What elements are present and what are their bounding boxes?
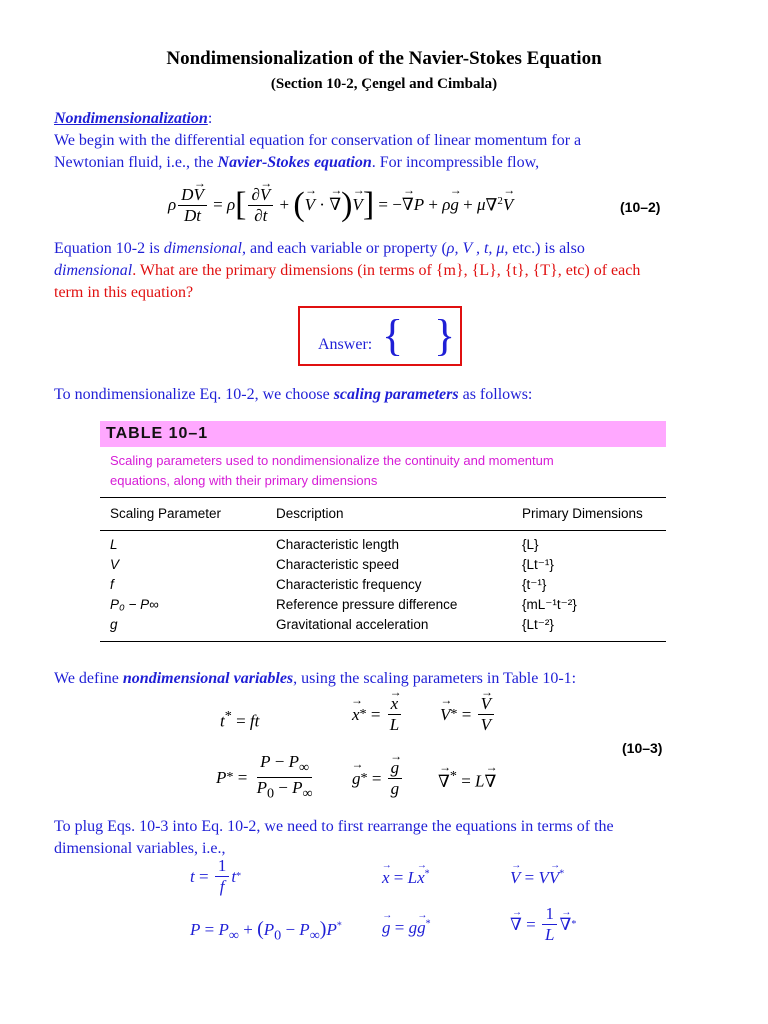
table-title: TABLE 10–1 <box>100 421 666 447</box>
table-row: f Characteristic frequency {t⁻¹} <box>110 577 547 592</box>
eq-g-star: → g * = → $\frac{g}{g}$ <box>352 758 404 799</box>
plug-line-2: dimensional variables, i.e., <box>54 840 226 857</box>
eq-nabla-star: → ∇* = L→ ∇ <box>438 768 496 792</box>
equation-10-3-label: (10–3) <box>622 740 663 756</box>
eq-v-star: → V * = → $\frac{V}{V}$ <box>440 694 496 735</box>
eq-v-dimensional: → V = V→ V* <box>510 868 564 888</box>
eq-t-star: t* = ft <box>220 708 260 731</box>
eq-x-star: → x * = → $\frac{x}{L}$ <box>352 694 404 735</box>
table-row: V Characteristic speed {Lt⁻¹} <box>110 557 554 572</box>
equation-10-2-label: (10–2) <box>620 199 661 215</box>
table-10-1 <box>100 421 666 642</box>
eq-nabla-dimensional: → ∇ = $\frac{1}{L}$ → ∇ * <box>510 904 576 945</box>
intro-line-2: Newtonian fluid, i.e., the Navier-Stokes equation. For incompressible flow, <box>54 154 540 171</box>
page-subtitle: (Section 10-2, Çengel and Cimbala) <box>270 76 498 92</box>
eq-g-dimensional: → g = g→ g* <box>382 918 431 938</box>
eq-t-dimensional: t = $\frac{1}{f}$ t * <box>190 856 242 896</box>
open-brace: { <box>382 311 404 360</box>
intro-line-1: We begin with the differential equation for conservation of linear momentum for a <box>54 132 582 149</box>
eq-p-star: P * = $\frac{P - P_\infty}{P_0 - P_\infty}$ <box>216 752 313 802</box>
plug-line-1: To plug Eqs. 10-3 into Eq. 10-2, we need to first rearrange the equations in terms of the <box>54 818 614 835</box>
close-brace: } <box>434 311 456 360</box>
answer-label: Answer: <box>318 336 373 353</box>
table-caption: Scaling parameters used to nondimensionalize the continuity and momentum equations, along with their primary dimensions <box>110 453 554 488</box>
section-heading: Nondimensionalization: <box>54 110 213 127</box>
define-line: We define nondimensional variables, using the scaling parameters in Table 10-1: <box>54 670 577 687</box>
table-row: L Characteristic length {L} <box>110 537 539 552</box>
dimensional-line-2: dimensional. What are the primary dimensions (in terms of {m}, {L}, {t}, {T}, etc) of each <box>54 262 641 279</box>
table-header-row: Scaling Parameter Description Primary Dimensions <box>110 506 643 521</box>
answer-box <box>298 306 462 366</box>
table-row: g Gravitational acceleration {Lt⁻²} <box>110 617 554 632</box>
equation-10-2: ρ $\frac{D\to V}{Dt}$ = ρ [ $\frac{\partial\to V}{\partial t}$ + ( → V · → ∇ ) → V ] = − → ∇ P + ρ → g + μ ∇$^2$ → V <box>168 180 513 230</box>
dimensional-line-3: term in this equation? <box>54 284 194 301</box>
dimensional-line-1: Equation 10-2 is dimensional, and each variable or property (ρ, V , t, μ, etc.) is also <box>54 240 585 257</box>
table-row: P₀ − P∞ Reference pressure difference {mL⁻¹t⁻²} <box>110 597 577 612</box>
eq-p-dimensional: $P = P_\infty + (P_0 - P_\infty)P^*$ <box>190 918 342 944</box>
eq-x-dimensional: → x = L→ x* <box>382 868 430 888</box>
page-title: Nondimensionalization of the Navier-Stokes Equation <box>166 48 602 69</box>
scaling-line: To nondimensionalize Eq. 10-2, we choose scaling parameters as follows: <box>54 386 533 403</box>
